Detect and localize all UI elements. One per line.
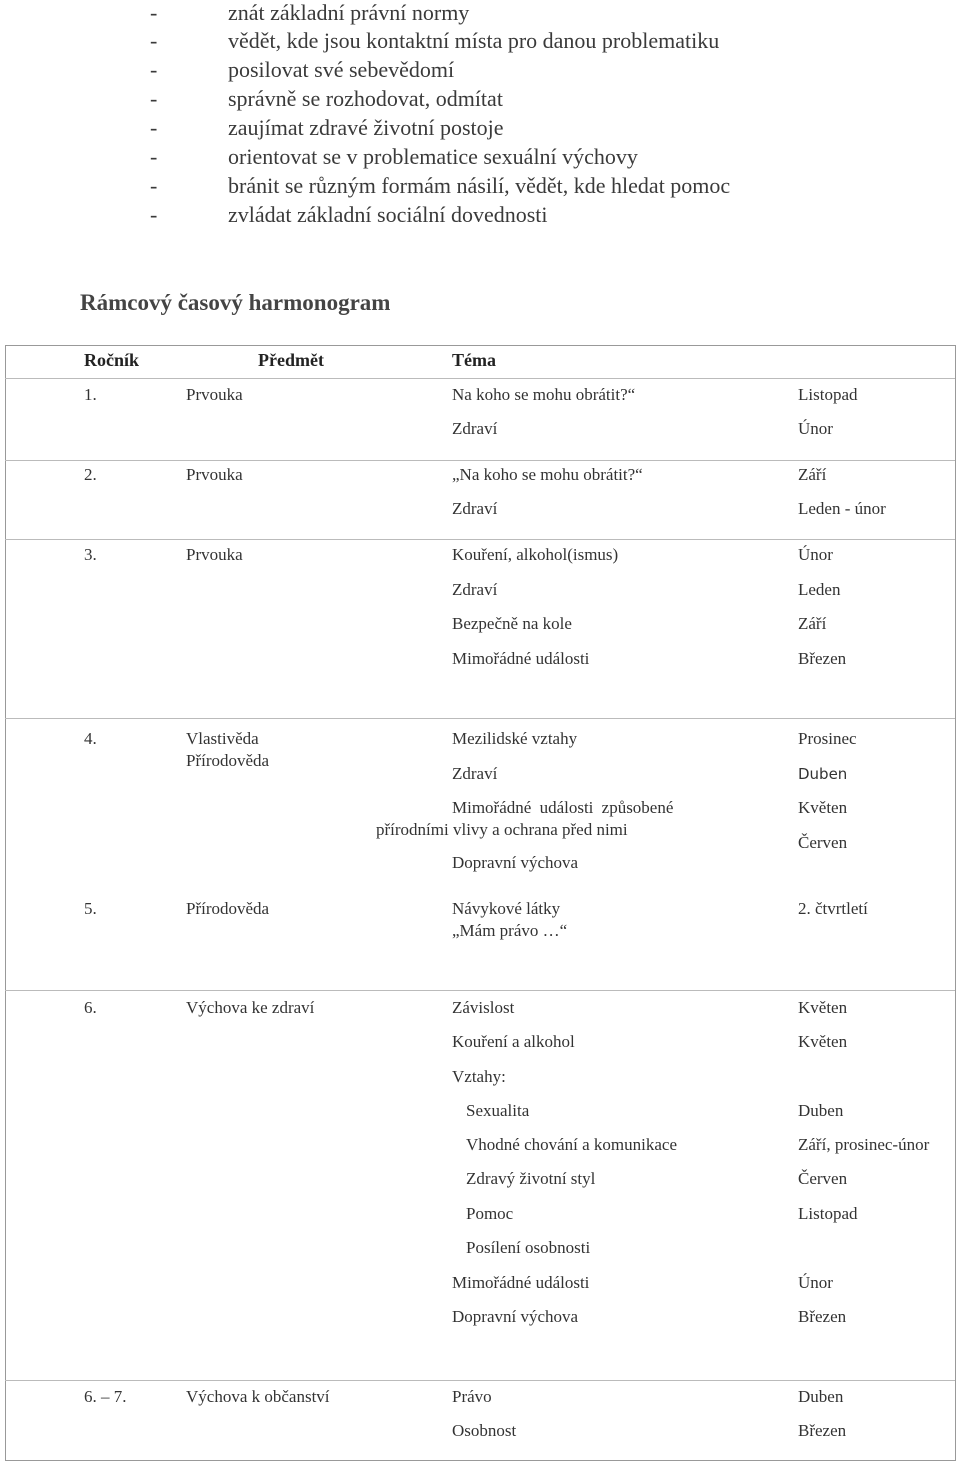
bullet-item: orientovat se v problematice sexuální výchovy (228, 144, 638, 169)
cell-tema: Zdraví (452, 580, 498, 599)
cell-tema: Bezpečně na kole (452, 614, 572, 633)
cell-tema: Kouření a alkohol (452, 1032, 575, 1051)
cell-term: Prosinec (798, 729, 857, 748)
bullet-item: bránit se různým formám násilí, vědět, kde hledat pomoc (228, 173, 731, 198)
cell-term: Květen (798, 798, 848, 817)
cell-predmet: Vlastivěda (186, 729, 259, 748)
cell-term: Duben (798, 765, 848, 783)
cell-rocnik: 6. – 7. (84, 1387, 127, 1406)
cell-predmet: Přírodověda (186, 751, 270, 770)
cell-tema: Zdraví (452, 764, 498, 783)
cell-tema: Na koho se mohu obrátit?“ (452, 385, 636, 404)
cell-term: Březen (798, 1421, 847, 1440)
cell-term: Únor (798, 545, 833, 564)
bullet-item: znát základní právní normy (228, 0, 470, 25)
bullet-dash: - (150, 144, 158, 169)
header-rocnik: Ročník (84, 350, 140, 370)
cell-tema: Osobnost (452, 1421, 517, 1440)
cell-rocnik: 6. (84, 998, 97, 1017)
cell-tema: Zdraví (452, 419, 498, 438)
cell-term: Červen (798, 1169, 848, 1188)
cell-predmet: Přírodověda (186, 899, 270, 918)
cell-term: Duben (798, 1101, 844, 1120)
cell-tema: „Na koho se mohu obrátit?“ (452, 465, 643, 484)
cell-tema: Právo (452, 1387, 492, 1406)
cell-predmet: Prvouka (186, 465, 243, 484)
bullet-dash: - (150, 202, 158, 227)
section-title: Rámcový časový harmonogram (80, 290, 391, 315)
cell-term: Duben (798, 1387, 844, 1406)
bullet-dash: - (150, 115, 158, 140)
cell-tema: Vhodné chování a komunikace (466, 1135, 678, 1154)
cell-tema: Sexualita (466, 1101, 530, 1120)
cell-tema: Posílení osobnosti (466, 1238, 591, 1257)
bullet-dash: - (150, 0, 158, 25)
bullet-item: posilovat své sebevědomí (228, 57, 455, 82)
cell-predmet: Výchova k občanství (186, 1387, 330, 1406)
cell-tema: Kouření, alkohol(ismus) (452, 545, 619, 564)
cell-rocnik: 2. (84, 465, 97, 484)
bullet-dash: - (150, 28, 158, 53)
cell-tema: Zdravý životní styl (466, 1169, 596, 1188)
cell-tema: Mimořádné události (452, 1273, 590, 1292)
cell-term: Únor (798, 1273, 833, 1292)
cell-term: Květen (798, 998, 848, 1017)
cell-tema: Mimořádné události způsobené (452, 798, 674, 817)
cell-term: Březen (798, 1307, 847, 1326)
header-tema: Téma (452, 350, 496, 370)
cell-term: Leden (798, 580, 841, 599)
cell-term: Září (798, 465, 827, 484)
bullet-dash: - (150, 173, 158, 198)
cell-term: Leden - únor (798, 499, 886, 518)
cell-rocnik: 3. (84, 545, 97, 564)
bullet-item: vědět, kde jsou kontaktní místa pro danou problematiku (228, 28, 720, 53)
header-predmet: Předmět (258, 350, 324, 370)
cell-tema: Mezilidské vztahy (452, 729, 578, 748)
cell-term: Listopad (798, 385, 858, 404)
cell-rocnik: 5. (84, 899, 97, 918)
cell-term: 2. čtvrtletí (798, 899, 868, 918)
cell-tema: Dopravní výchova (452, 1307, 579, 1326)
cell-predmet: Výchova ke zdraví (186, 998, 315, 1017)
bullet-item: zaujímat zdravé životní postoje (228, 115, 504, 140)
cell-rocnik: 1. (84, 385, 97, 404)
cell-predmet: Prvouka (186, 385, 243, 404)
bullet-dash: - (150, 57, 158, 82)
cell-tema: Závislost (452, 998, 515, 1017)
cell-tema: přírodními vlivy a ochrana před nimi (376, 820, 628, 839)
cell-term: Září, prosinec-únor (798, 1135, 930, 1154)
bullet-item: správně se rozhodovat, odmítat (228, 86, 503, 111)
bullet-dash: - (150, 86, 158, 111)
cell-tema: Dopravní výchova (452, 853, 579, 872)
bullet-item: zvládat základní sociální dovednosti (228, 202, 548, 227)
cell-term: Únor (798, 419, 833, 438)
cell-tema: Pomoc (466, 1204, 514, 1223)
cell-tema: Mimořádné události (452, 649, 590, 668)
cell-term: Červen (798, 833, 848, 852)
cell-rocnik: 4. (84, 729, 97, 748)
cell-term: Březen (798, 649, 847, 668)
cell-predmet: Prvouka (186, 545, 243, 564)
cell-term: Květen (798, 1032, 848, 1051)
cell-term: Listopad (798, 1204, 858, 1223)
cell-tema: Vztahy: (452, 1067, 506, 1086)
cell-tema: „Mám právo …“ (452, 921, 568, 940)
cell-tema: Návykové látky (452, 899, 561, 918)
cell-tema: Zdraví (452, 499, 498, 518)
cell-term: Září (798, 614, 827, 633)
